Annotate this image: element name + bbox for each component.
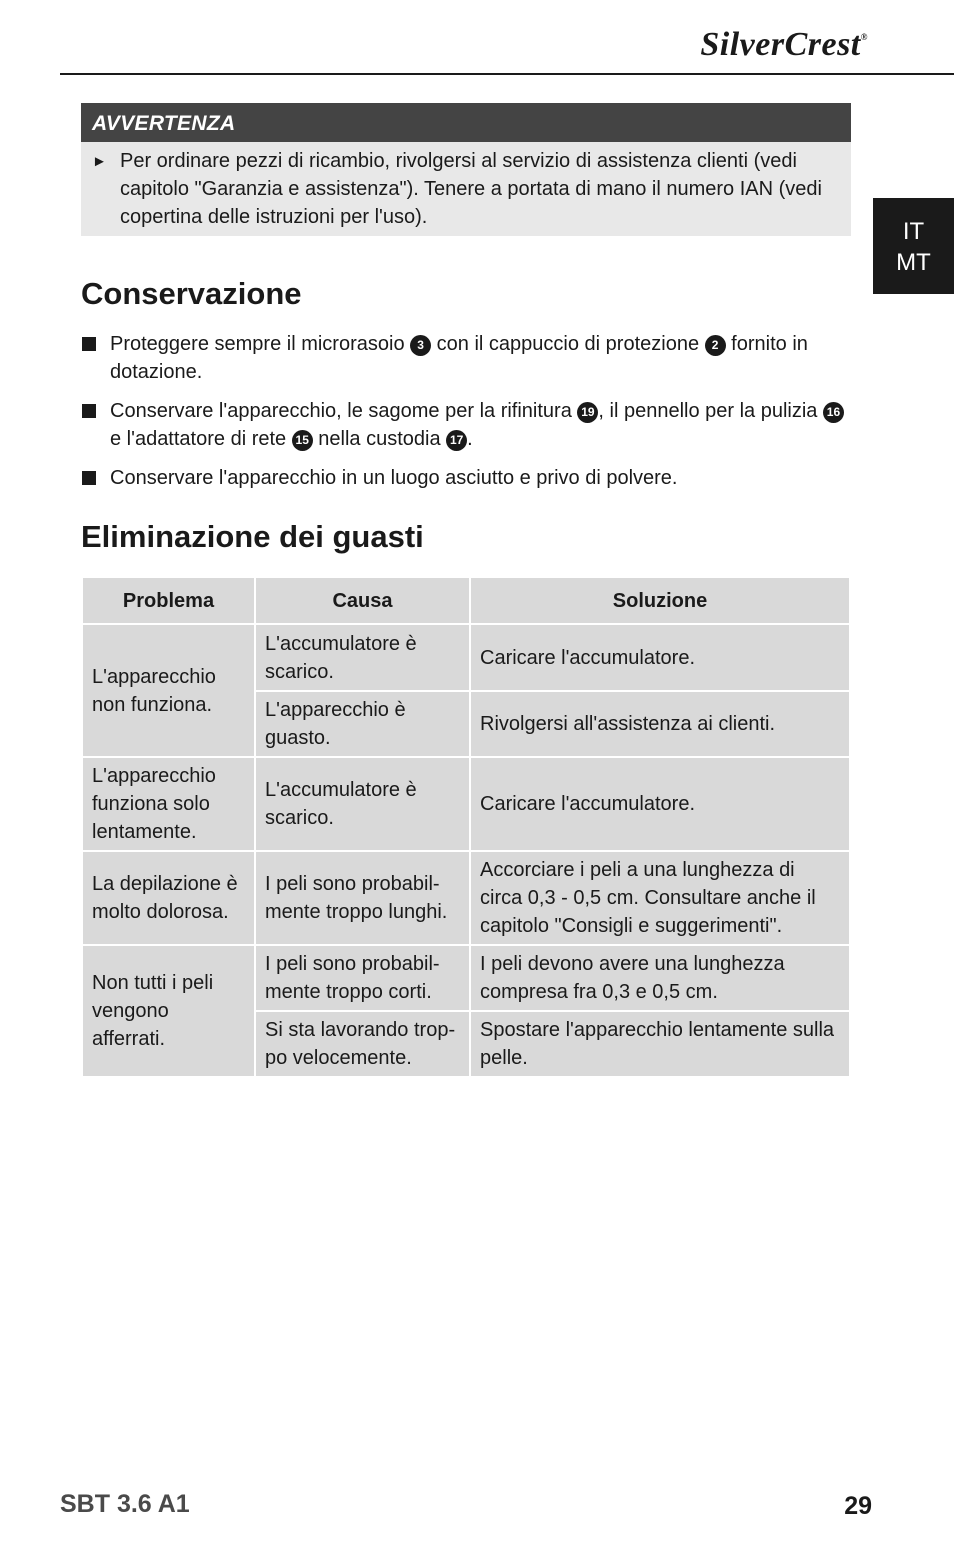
list-item: Conservare l'apparecchio in un luogo asciutto e privo di polvere. [81,464,851,492]
cell-soluzione: Caricare l'accumulatore. [471,625,849,690]
cell-causa: I peli sono probabil-mente troppo corti. [256,946,469,1010]
lang-it: IT [902,218,925,245]
cell-problema: L'apparecchio non funziona. [83,625,254,756]
column-header-problema: Problema [83,578,254,623]
list-item: Proteggere sempre il microrasoio 3 con il cappuccio di protezione 2 fornito in dotazione. [81,330,851,386]
table-row [83,758,849,850]
troubleshooting-table [81,576,851,1078]
brand-logo: SilverCrest® [700,26,868,63]
cell-soluzione: Rivolgersi all'assistenza ai clienti. [471,692,849,756]
arrow-right-icon: ► [92,153,107,170]
column-header-causa: Causa [256,578,469,623]
cell-problema: Non tutti i peli vengono afferrati. [83,946,254,1076]
language-tab [873,198,954,294]
callout-number: 15 [292,430,313,451]
cell-causa: Si sta lavorando trop-po velocemente. [256,1012,469,1076]
cell-soluzione: Spostare l'apparecchio lentamente sulla pelle. [471,1012,849,1076]
table-row [83,625,849,690]
section-title-guasti: Eliminazione dei guasti [81,519,424,554]
cell-soluzione: Accorciare i peli a una lunghezza di circa 0,3 - 0,5 cm. Consultare anche il capitolo "Consigli e suggerimenti". [471,852,849,944]
cell-causa: I peli sono probabil-mente troppo lunghi. [256,852,469,944]
bullet-square-icon [82,337,96,351]
bullet-square-icon [82,471,96,485]
callout-number: 2 [705,335,726,356]
cell-problema: La depilazione è molto dolorosa. [83,852,254,944]
page-number: 29 [844,1492,872,1520]
warning-text: Per ordinare pezzi di ricambio, rivolgersi al servizio di assistenza clienti (vedi capitolo "Garanzia e assistenza"). Tenere a portata di mano il numero IAN (vedi copertina delle istruzioni per l'uso). [120,150,822,228]
cell-problema: L'apparecchio funziona solo lentamente. [83,758,254,850]
section-title-conservazione: Conservazione [81,276,302,311]
warning-body [81,142,851,236]
column-header-soluzione: Soluzione [471,578,849,623]
callout-number: 16 [823,402,844,423]
callout-number: 17 [446,430,467,451]
list-item: Conservare l'apparecchio, le sagome per la rifinitura 19 , il pennello per la pulizia 16 e l'adattatore di rete 15 nella custodia 17 . [81,397,851,453]
bullet-list [81,330,851,503]
cell-causa: L'apparecchio è guasto. [256,692,469,756]
footer-model-number: SBT 3.6 A1 [60,1490,190,1518]
callout-number: 3 [410,335,431,356]
cell-soluzione: Caricare l'accumulatore. [471,758,849,850]
bullet-square-icon [82,404,96,418]
lang-mt: MT [896,249,931,276]
header-rule [60,73,954,75]
table-header-row [83,578,849,623]
callout-number: 19 [577,402,598,423]
cell-causa: L'accumulatore è scarico. [256,625,469,690]
warning-title: AVVERTENZA [81,103,851,142]
warning-box [81,103,851,236]
table-row [83,852,849,944]
table-row [83,946,849,1010]
cell-causa: L'accumulatore è scarico. [256,758,469,850]
cell-soluzione: I peli devono avere una lunghezza compresa fra 0,3 e 0,5 cm. [471,946,849,1010]
